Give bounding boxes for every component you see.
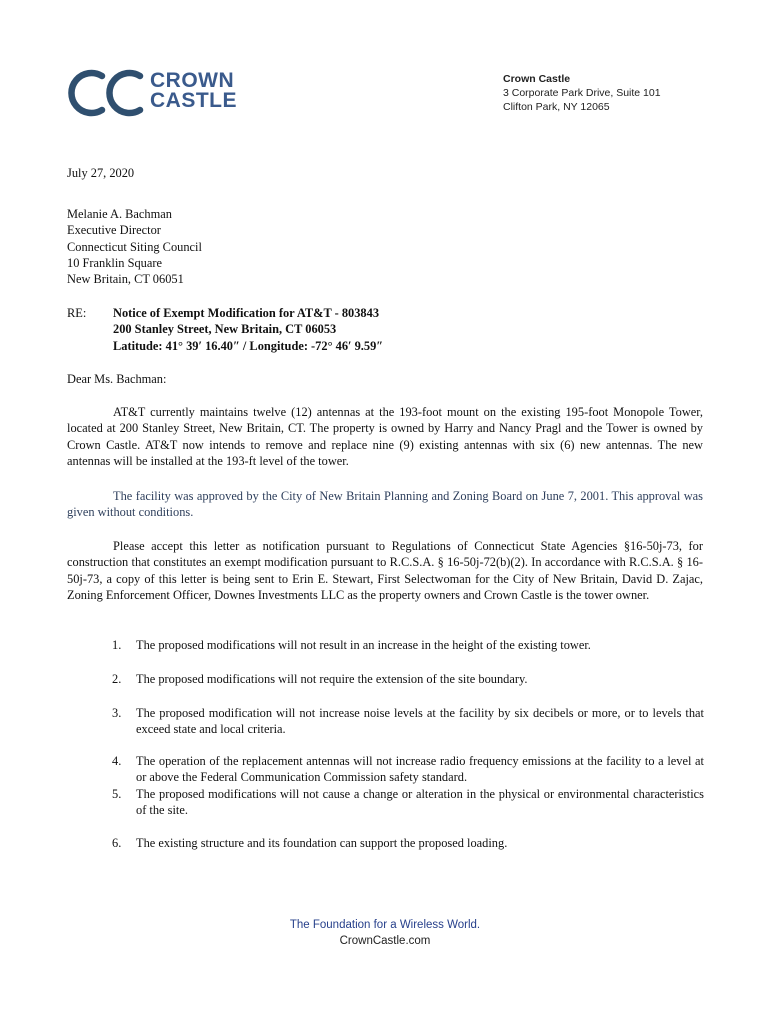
recipient-street: 10 Franklin Square — [67, 255, 162, 270]
subject-line-address: 200 Stanley Street, New Britain, CT 06053 — [113, 322, 337, 337]
crown-castle-logo-mark-icon — [64, 68, 148, 118]
paragraph-antennas — [67, 404, 703, 469]
list-item-text: The existing structure and its foundation can support the proposed loading. — [136, 836, 508, 850]
subject-lines — [113, 305, 383, 354]
list-item-number: 2. — [112, 672, 122, 686]
logo-wordmark — [150, 71, 237, 111]
recipient-block — [67, 206, 703, 287]
list-item-number: 3. — [112, 706, 122, 720]
paragraph-antennas-text: AT&T currently maintains twelve (12) antennas at the 193-foot mount on the existing 195-foot Monopole Tower, located at 200 Stanley Street, New Britain, CT. The property is owned by Harry and Nancy Pragl and the Tower is owned by Crown Castle. AT&T now intends to remove and replace nine (9) existing antennas with six (6) new antennas. The new antennas will be installed at the 193-ft level of the tower. — [67, 405, 703, 468]
logo-wordmark-line1: CROWN — [150, 69, 235, 92]
company-address-block — [503, 72, 661, 114]
list-item-number: 6. — [112, 836, 122, 850]
paragraph-approval-text: The facility was approved by the City of New Britain Planning and Zoning Board on June 7, 2001. This approval was given without conditions. — [67, 489, 703, 520]
recipient-organization: Connecticut Siting Council — [67, 239, 202, 254]
footer-tagline: The Foundation for a Wireless World. — [289, 919, 481, 931]
list-item-number: 1. — [112, 638, 122, 652]
recipient-title: Executive Director — [67, 223, 161, 238]
recipient-city: New Britain, CT 06051 — [67, 272, 184, 287]
list-item-text: The proposed modifications will not require the extension of the site boundary. — [136, 672, 528, 686]
list-item-text: The proposed modifications will not cause a change or alteration in the physical or environmental characteristics of the site. — [136, 787, 704, 818]
recipient-name: Melanie A. Bachman — [67, 207, 172, 221]
logo-wordmark-line2: CASTLE — [150, 89, 237, 112]
letter-date: July 27, 2020 — [67, 166, 135, 180]
crown-castle-logo — [64, 68, 244, 120]
paragraph-notification — [67, 538, 703, 603]
subject-label: RE: — [67, 306, 87, 320]
list-item-text: The operation of the replacement antennas will not increase radio frequency emissions at the facility to a level at or above the Federal Communication Commission safety standard. — [136, 754, 704, 785]
subject-line-title: Notice of Exempt Modification for AT&T - 803843 — [113, 306, 380, 320]
list-item-number: 4. — [112, 754, 122, 768]
paragraph-notification-text: Please accept this letter as notification pursuant to Regulations of Connecticut State Agencies §16-50j-73, for construction that constitutes an exempt modification pursuant to R.C.S.A. § 16-50j-72(b)(2). In accordance with R.C.S.A. § 16-50j-73, a copy of this letter is being sent to Erin E. Stewart, First Selectwoman for the City of New Britain, David D. Zajac, Zoning Enforcement Officer, Downes Investments LLC as the property owners and Crown Castle is the tower owner. — [67, 539, 703, 602]
company-name: Crown Castle — [503, 73, 571, 85]
footer-website-link[interactable]: CrownCastle.com — [339, 935, 431, 947]
paragraph-approval — [67, 488, 703, 521]
salutation: Dear Ms. Bachman: — [67, 372, 167, 386]
list-item-text: The proposed modification will not increase noise levels at the facility by six decibels or more, or to levels that exceed state and local criteria. — [136, 706, 704, 737]
page-footer — [0, 917, 770, 949]
list-item-number: 5. — [112, 787, 122, 801]
company-address-line1: 3 Corporate Park Drive, Suite 101 — [503, 87, 661, 99]
company-address-line2: Clifton Park, NY 12065 — [503, 101, 610, 113]
list-item-text: The proposed modifications will not result in an increase in the height of the existing tower. — [136, 638, 591, 652]
subject-line-coordinates: Latitude: 41° 39′ 16.40″ / Longitude: -72° 46′ 9.59″ — [113, 338, 384, 353]
